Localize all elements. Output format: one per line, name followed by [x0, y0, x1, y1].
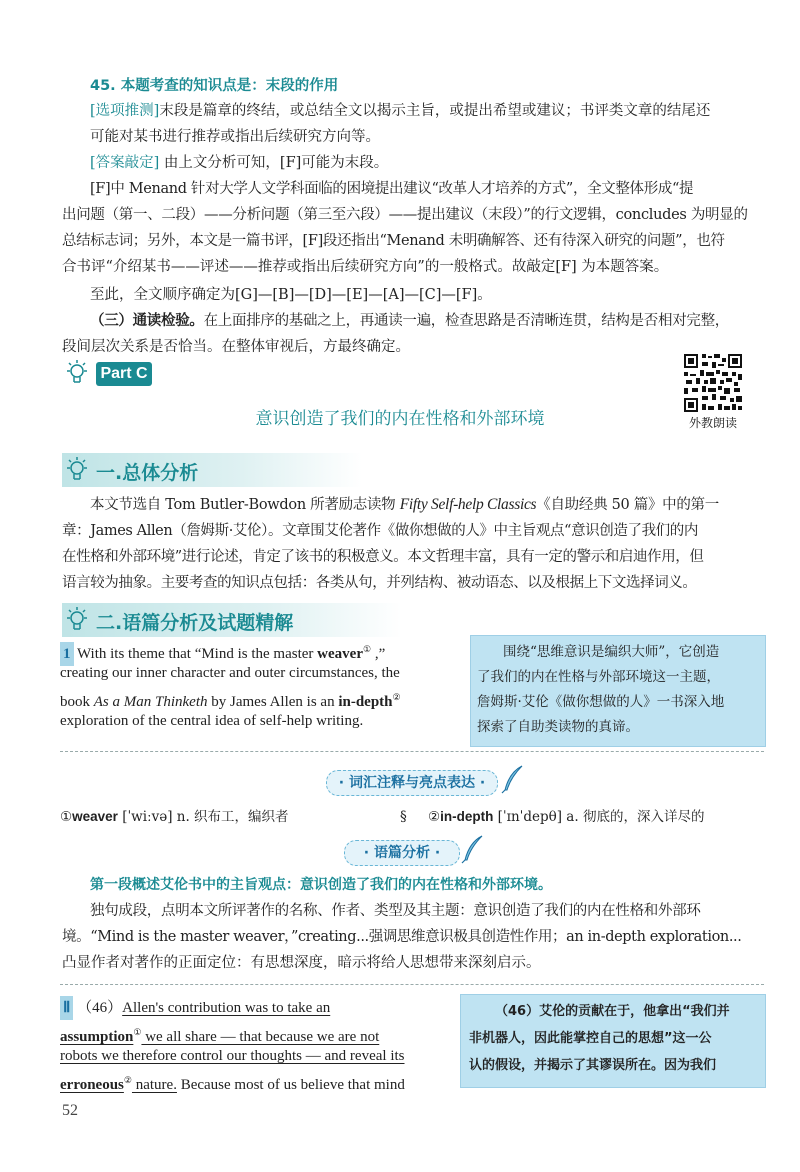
box2-line1: （46）艾伦的贡献在于，他拿出“我们并 [495, 1004, 730, 1019]
box1-line2: 了我们的内在性格与外部环境这一主题， [477, 669, 720, 685]
discourse-line2: 境。“Mind is the master weaver，”creating...强调思维意识极具创造性作用；an in-depth exploration... [62, 929, 742, 945]
divider [60, 984, 764, 985]
question-46-mark: （46） [77, 1000, 123, 1016]
para2-l3: robots we therefore control our thoughts — and reveal its [60, 1048, 405, 1064]
answer-confirm-text: 由上文分析可知，[F]可能为末段。 [159, 155, 389, 171]
para1-line2: creating our inner character and outer circumstances, the [60, 665, 400, 681]
para2-line1 [60, 996, 460, 1020]
para1-number: 1 [60, 642, 74, 666]
vocab-separator: § [400, 809, 407, 825]
vocab2-word: in-depth [440, 809, 494, 824]
vocab-entry-in-depth [428, 806, 704, 828]
qr-caption: 外教朗读 [688, 416, 737, 430]
overall-line3: 在性格和外部环境”进行论述，肯定了该书的积极意义。本文哲理丰富，具有一定的警示和启迪作用，但 [62, 549, 704, 565]
para1-l1c: ,” [371, 646, 386, 662]
para1-l3c: by James Allen is an [207, 694, 339, 710]
q45-para3-line3: 总结标志词；另外，本文是一篇书评，[F]段还指出“Menand 未明确解答、还有待深入研究的问题”，也符 [62, 233, 725, 249]
q45-final-order: 至此，全文顺序确定为[G]—[B]—[D]—[E]—[A]—[C]—[F]。 [90, 287, 492, 303]
option-guess-text-a: 末段是篇章的终结，或总结全文以揭示主旨，或提出希望或建议；书评类文章的结尾还 [159, 103, 711, 119]
vocab-notes-pill: · 词汇注释与亮点表达 · [326, 770, 498, 796]
para2-line3 [60, 1044, 405, 1068]
para2-l4b: nature. [131, 1077, 177, 1093]
para1-l3a: book [60, 694, 94, 710]
footnote-1: ① [133, 1027, 142, 1037]
discourse-line1: 独句成段，点明本文所评著作的名称、作者、类型及其主题：意识创造了我们的内在性格和外部环 [90, 903, 701, 919]
para2-number: Ⅱ [60, 996, 73, 1020]
book-title-italic: As a Man Thinketh [93, 694, 208, 710]
option-guess-text-b: 可能对某书进行推荐或指出后续研究方向等。 [90, 129, 380, 145]
q45-answer-confirm [90, 150, 388, 176]
footnote-1: ① [362, 644, 372, 654]
page-number: 52 [62, 1102, 78, 1119]
vocab2-definition: [ˈɪnˈdepθ] a. 彻底的，深入详尽的 [493, 809, 705, 825]
tag-answer-confirm: [答案敲定] [90, 155, 160, 171]
overall-analysis-heading: 一.总体分析 [96, 462, 199, 484]
discourse-lead: 第一段概述艾伦书中的主旨观点：意识创造了我们的内在性格和外部环境。 [90, 877, 552, 893]
section3-text-a: 在上面排序的基础之上，再通读一遍，检查思路是否清晰连贯，结构是否相对完整， [203, 313, 730, 329]
overall-line4: 语言较为抽象。主要考查的知识点包括：各类从句，并列结构、被动语态、以及根据上下文选择词义。 [62, 575, 697, 591]
lightbulb-icon [64, 358, 90, 388]
vocab1-definition: [ˈwiːvə] n. 织布工，编织者 [117, 809, 289, 825]
q45-option-guess [90, 98, 790, 124]
overall-line1 [90, 492, 719, 518]
feather-pen-icon [460, 834, 486, 864]
footnote-2: ② [123, 1075, 132, 1085]
vocab-word-weaver: weaver [317, 646, 363, 662]
feather-pen-icon [500, 764, 526, 794]
translation-box-2 [460, 994, 766, 1088]
lightbulb-icon [64, 455, 90, 485]
overall-line1-a: 本文节选自 Tom Butler-Bowdon 所著励志读物 [90, 497, 400, 513]
para2-line4 [60, 1068, 405, 1097]
translation-box-1 [470, 635, 766, 747]
vocab2-mark: ② [428, 809, 441, 825]
tag-option-guess: [选项推测] [90, 103, 160, 119]
para2-l4c: Because most of us believe that mind [176, 1077, 405, 1093]
overall-line2: 章：James Allen（詹姆斯·艾伦）。文章围艾伦著作《做你想做的人》中主旨观点“意识创造了我们的内 [62, 523, 698, 539]
vocab-word-in-depth: in-depth [338, 694, 393, 710]
vocab1-word: weaver [72, 809, 118, 824]
box1-line4: 探索了自助类读物的真谛。 [477, 719, 639, 735]
section3-heading: （三）通读检验。 [90, 312, 204, 329]
box2-line3: 认的假设，并揭示了其谬误所在。因为我们 [469, 1058, 717, 1073]
discourse-analysis-heading: 二.语篇分析及试题精解 [96, 612, 294, 634]
section3-line1 [90, 308, 729, 334]
vocab1-mark: ① [60, 809, 73, 825]
q45-para3-line4: 合书评“介绍某书——评述——推荐或指出后续研究方向”的一般格式。故敲定[F] 为本题答案。 [62, 259, 669, 275]
box2-line2: 非机器人，因此能掌控自己的思想”这一公 [469, 1031, 712, 1046]
vocab-entry-weaver [60, 806, 289, 828]
para1-line4: exploration of the central idea of self-help writing. [60, 713, 364, 729]
divider [60, 751, 764, 752]
part-c-label: Part C [96, 362, 152, 386]
section3-line2: 段间层次关系是否恰当。在整体审视后，方最终确定。 [62, 339, 410, 355]
box1-line1: 围绕“思维意识是编织大师”，它创造 [503, 644, 720, 660]
footnote-2: ② [392, 692, 401, 702]
q45-para3-line2: 出问题（第一、二段）——分析问题（第三至六段）——提出建议（末段）”的行文逻辑，concludes 为明显的 [62, 207, 748, 223]
q45-title: 45. 本题考查的知识点是：末段的作用 [90, 78, 339, 94]
discourse-line3: 凸显作者对著作的正面定位：有思想深度，暗示将给人思想带来深刻启示。 [62, 955, 541, 971]
box1-line3: 詹姆斯·艾伦《做你想做的人》一书深入地 [477, 694, 725, 710]
vocab-word-erroneous: erroneous [60, 1077, 124, 1093]
q45-para3-line1: [F]中 Menand 针对大学人文学科面临的困境提出建议“改革人才培养的方式”，全文整体形成“提 [90, 181, 694, 197]
overall-book-title: Fifty Self-help Classics [399, 496, 537, 513]
para2-l1b: Allen's contribution was to take an [122, 1000, 331, 1016]
para2-l2b: we all share — that because we are not [141, 1029, 380, 1045]
lightbulb-icon [64, 605, 90, 635]
vocab-word-assumption: assumption [60, 1029, 134, 1045]
para1-l1a: With its theme that “Mind is the master [76, 646, 318, 662]
passage-title: 意识创造了我们的内在性格和外部环境 [255, 409, 545, 429]
discourse-pill: · 语篇分析 · [344, 840, 460, 866]
overall-line1-b: 《自助经典 50 篇》中的第一 [536, 497, 719, 513]
